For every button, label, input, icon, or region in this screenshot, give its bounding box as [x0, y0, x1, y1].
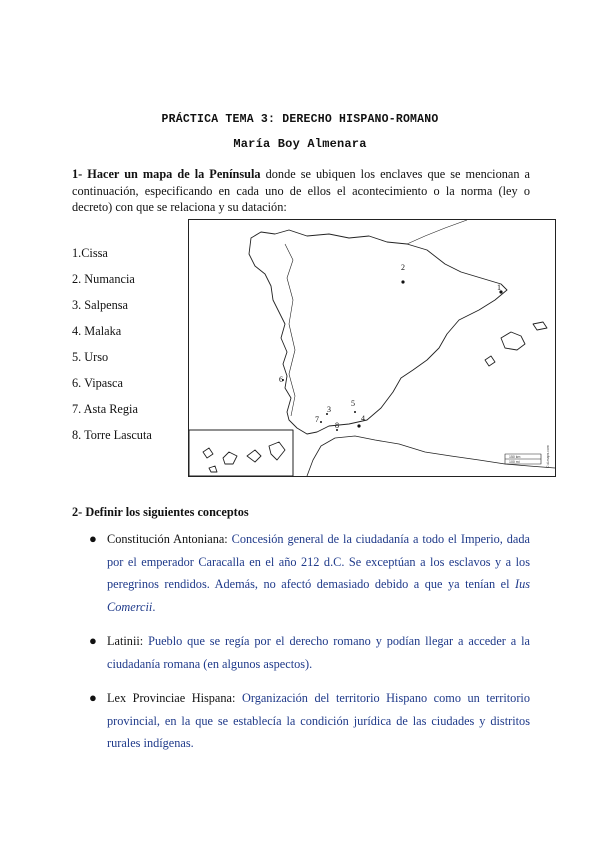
marker-label-3: 3 [327, 405, 331, 414]
marker-label-2: 2 [401, 263, 405, 272]
scale-label-bottom: 100 mi [509, 460, 520, 464]
pyrenees-border [407, 220, 467, 244]
marker-label-7: 7 [315, 415, 319, 424]
concept-term: Constitución Antoniana: [107, 532, 228, 546]
marker-label-4: 4 [361, 414, 365, 423]
marker-dot-2 [401, 280, 404, 283]
place-item: 5. Urso [72, 350, 109, 364]
canary-inset [189, 430, 293, 476]
marker-label-5: 5 [351, 399, 355, 408]
place-item: 6. Vipasca [72, 376, 123, 390]
question-1-prefix: 1- Hacer un mapa de la Península [72, 167, 261, 181]
bullet-icon: ● [89, 531, 97, 546]
concept-item [89, 528, 530, 618]
scale-label-top: 150 km [509, 455, 521, 459]
marker-label-6: 6 [279, 375, 283, 384]
place-item: 2. Numancia [72, 272, 135, 286]
document-title: PRÁCTICA TEMA 3: DERECHO HISPANO-ROMANO [161, 113, 439, 126]
marker-label-1: 1 [497, 283, 501, 292]
concept-definition: Pueblo que se regía por el derecho romano y podían llegar a acceder a la ciudadanía romana (en algunos aspectos). [107, 634, 531, 671]
menorca-island [533, 322, 547, 330]
iberian-peninsula-map [188, 219, 556, 477]
place-item: 4. Malaka [72, 324, 122, 338]
concept-term: Latinii: [107, 634, 144, 648]
author-name: María Boy Almenara [233, 137, 367, 151]
places-list [72, 245, 187, 453]
place-item: 3. Salpensa [72, 298, 129, 312]
marker-dot-5 [354, 411, 356, 413]
bullet-icon: ● [89, 690, 97, 705]
place-item: 7. Asta Regia [72, 402, 138, 416]
place-item: 1.Cissa [72, 246, 108, 260]
peninsula-outline [249, 230, 507, 434]
concepts-list [89, 528, 531, 767]
ibiza-island [485, 356, 495, 366]
marker-dot-4 [357, 424, 360, 427]
concept-item [89, 630, 531, 675]
concept-item [89, 687, 530, 755]
mallorca-island [501, 332, 525, 350]
question-1 [72, 166, 530, 216]
question-2-title: 2- Definir los siguientes conceptos [72, 505, 249, 519]
marker-dot-7 [320, 421, 322, 423]
concept-term: Lex Provinciae Hispana: [107, 691, 236, 705]
concept-definition: Organización del territorio Hispano como un territorio provincial, en la que se establecía la condición jurídica de las ciudades y distritos rurales indígenas. [107, 691, 530, 750]
place-item: 8. Torre Lascuta [72, 428, 152, 442]
concept-definition: Concesión general de la ciudadanía a todo el Imperio, dada por el emperador Caracalla en el año 212 d.C. Se exceptúan a los esclavos y a los peregrinos rendidos. Además, no afectó demasiado debido a que ya tenían el Ius Comercii. [107, 532, 530, 614]
bullet-icon: ● [89, 633, 97, 648]
marker-label-8: 8 [335, 421, 339, 430]
question-1-text: donde se ubiquen los enclaves que se mencionan a continuación, especificando en cada uno de ellos el acontecimiento o la norma (ley o decreto) con que se relaciona y su datación: [72, 167, 531, 214]
map-svg [189, 220, 555, 476]
map-credit: © d-maps.com [546, 445, 550, 468]
